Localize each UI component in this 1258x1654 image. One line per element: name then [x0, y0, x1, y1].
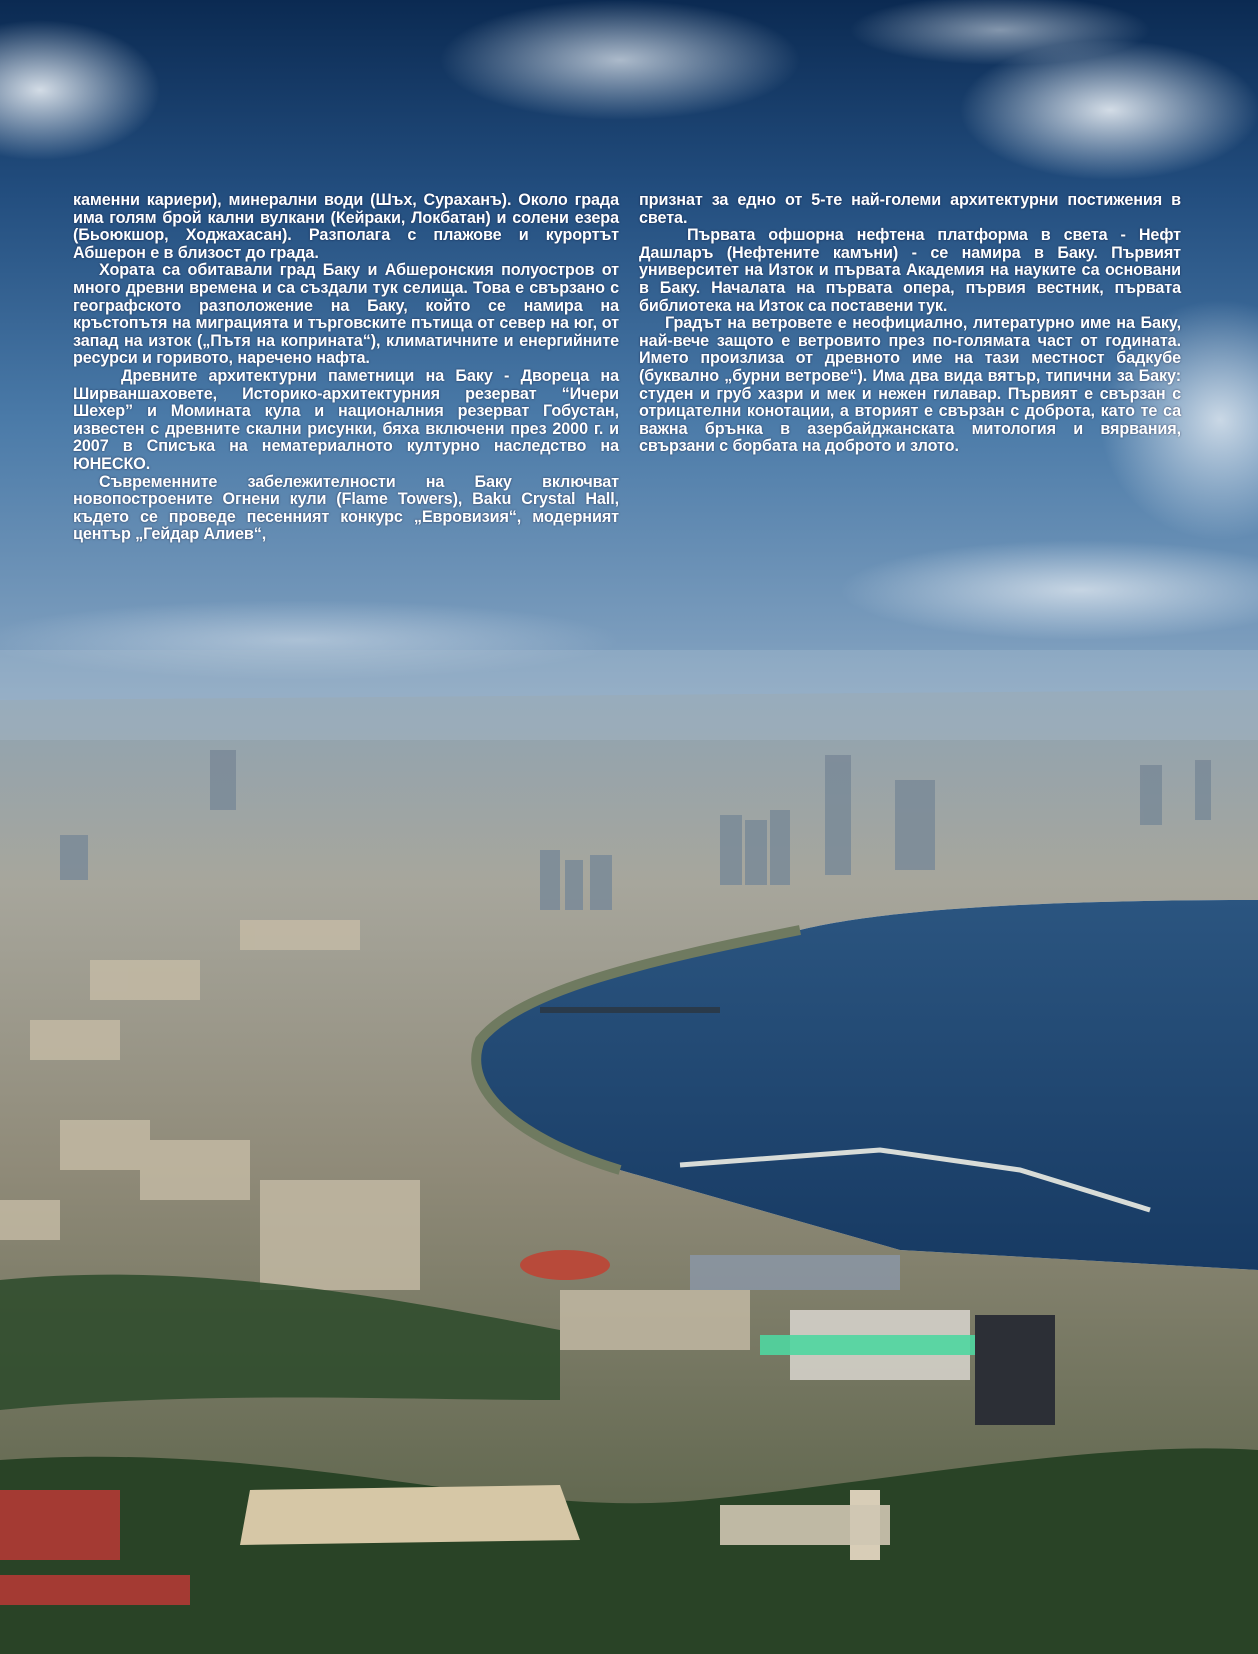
paragraph-city-of-winds: Градът на ветровете е неофициално, литературно име на Баку, най-вече защото е ветровито през по-голямата част от годината. Името произлиза от древното име на тази местност бадкубе (буквално „бурни ветрове“). Има два вида вятър, типични за Баку: студен и груб хазри и мек и нежен гилавар. Първият е свързан с отрицателни конотации, а вторият е свързан с доброта, като те са важна брънка в азербайджанската митология и вярвания, свързани с борбата на доброто и злото. [639, 314, 1181, 456]
text-column-right [639, 192, 1181, 456]
paragraph-natural-resources: каменни кариери), минерални води (Шъх, Сураханъ). Около града има голям брой кални вулкани (Кейраки, Локбатан) и солени езера (Бьоюкшор, Ходжахасан). Разполага с плажове и курортът Абшерон е в близост до града. [73, 191, 619, 262]
paragraph-architectural-achievement: признат за едно от 5-те най-големи архитектурни постижения в света. [639, 191, 1181, 227]
paragraph-unesco-monuments: Древните архитектурни паметници на Баку - Двореца на Ширваншаховете, Историко-архитектурния резерват “Ичери Шехер” и Момината кула и националния резерват Гобустан, известен с древните скални рисунки, бяха включени през 2000 г. и 2007 в Списъка на нематериалното културно наследство на ЮНЕСКО. [73, 366, 619, 473]
paragraph-firsts-in-baku: Първата офшорна нефтена платформа в света - Нефт Дашларъ (Нефтените камъни) - се намира в Баку. Първият университет на Изток и първата Академия на науките са основани в Баку. Началата на първата опера, първия вестник, първата библиотека на Изток са поставени тук. [639, 226, 1181, 315]
paragraph-history: Хората са обитавали град Баку и Абшеронския полуостров от много древни времена и са създали тук селища. Това е свързано с географското разположение на Баку, който се намира на кръстопътя на миграцията и търговските пътища от север на юг, от запад на изток („Пътя на коприната“), климатичните и енергийните ресурси и горивото, наречено нафта. [73, 261, 619, 368]
text-column-left [73, 192, 619, 544]
paragraph-modern-landmarks: Съвременните забележителности на Баку включват новопостроените Огнени кули (Flame Towers), Baku Crystal Hall, където се проведе песенният конкурс „Евровизия“, модерният център „Гейдар Алиев“, [73, 472, 619, 544]
